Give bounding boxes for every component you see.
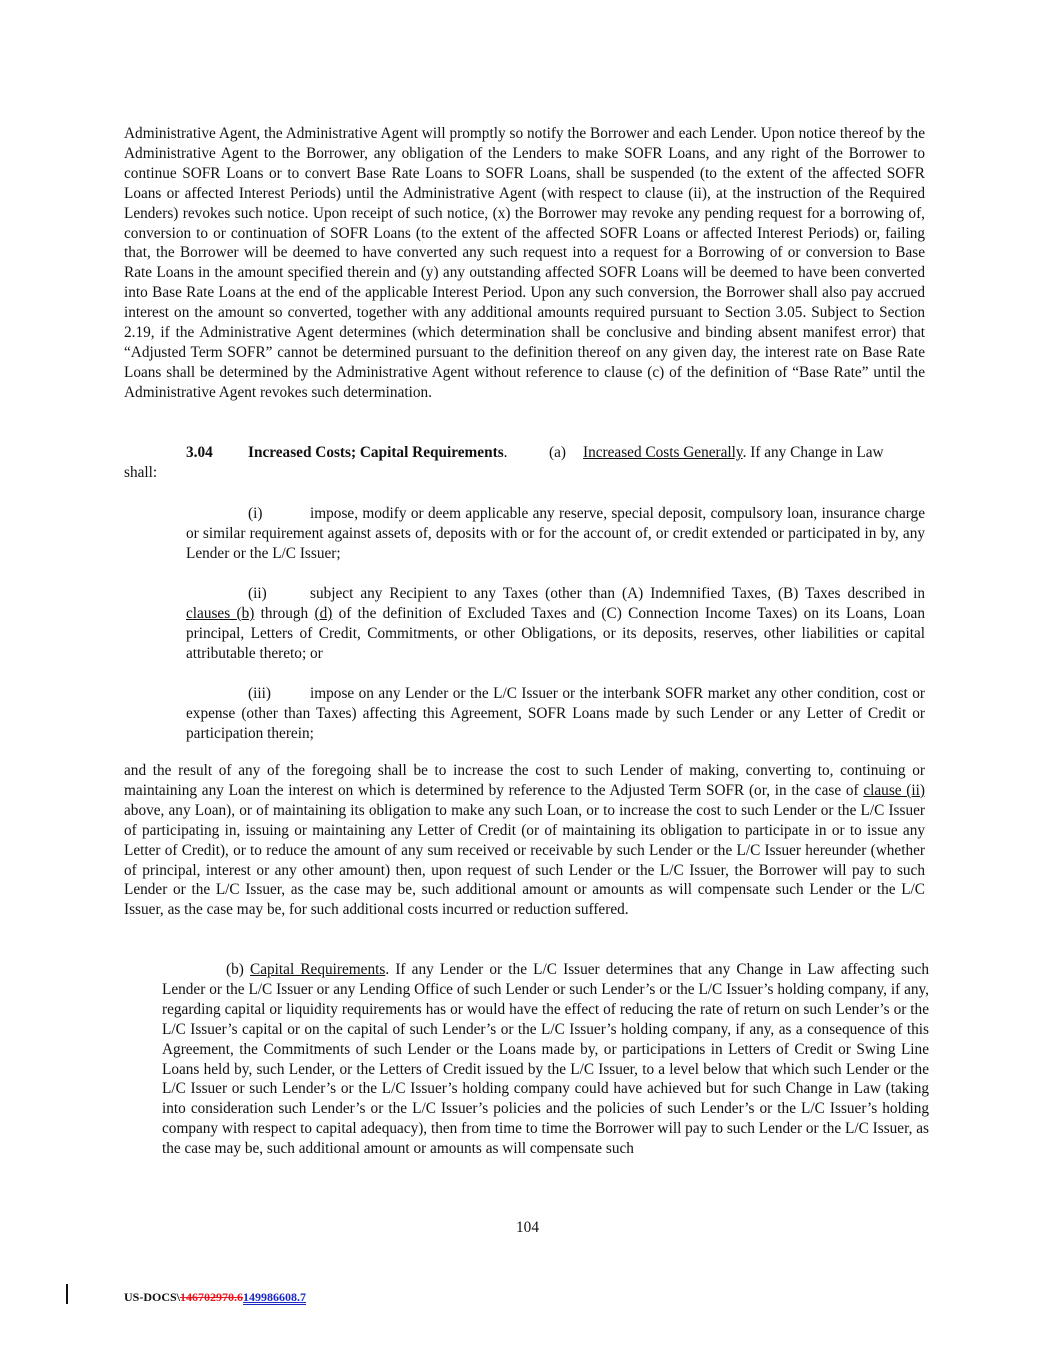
list-item-text: impose, modify or deem applicable any reserve, special deposit, compulsory loan, insurance charge or similar requirement against assets of, deposits with or for the account of, or credit extended or participated in by, any Lender or the L/C Issuer; xyxy=(186,505,925,562)
list-item-iii xyxy=(186,684,925,744)
page-number: 104 xyxy=(516,1219,539,1236)
clause-reference: clauses (b) xyxy=(186,604,255,622)
clause-reference: clause (ii) xyxy=(863,781,925,799)
paragraph-intro: Administrative Agent, the Administrative Agent will promptly so notify the Borrower and each Lender. Upon notice thereof by the Administrative Agent to the Borrower, any obligation of the Lenders to make SOFR Loans, and any right of the Borrower to continue SOFR Loans or to convert Base Rate Loans to SOFR Loans, shall be suspended (to the extent of the affected SOFR Loans or affected Interest Periods) until the Administrative Agent (with respect to clause (ii), at the instruction of the Required Lenders) revokes such notice. Upon receipt of such notice, (x) the Borrower may revoke any pending request for a borrowing of, conversion to or continuation of SOFR Loans (to the extent of the affected SOFR Loans or affected Interest Periods) or, failing that, the Borrower will be deemed to have converted any such request into a request for a Borrowing of or conversion to Base Rate Loans in the amount specified therein and (y) any outstanding affected SOFR Loans will be deemed to have been converted into Base Rate Loans at the end of the applicable Interest Period. Upon any such conversion, the Borrower shall also pay accrued interest on the amount so converted, together with any additional amounts required pursuant to Section 3.05. Subject to Section 2.19, if the Administrative Agent determines (which determination shall be conclusive and binding absent manifest error) that “Adjusted Term SOFR” cannot be determined pursuant to the definition thereof on any given day, the interest rate on Base Rate Loans shall be determined by the Administrative Agent without reference to clause (c) of the definition of “Base Rate” until the Administrative Agent revokes such determination. xyxy=(124,125,925,401)
list-item-text: impose on any Lender or the L/C Issuer or the interbank SOFR market any other condition, cost or expense (other than Taxes) affecting this Agreement, SOFR Loans made by such Lender or any Letter of Credit or participation therein; xyxy=(186,685,925,742)
document-footer xyxy=(124,1288,306,1308)
section-continuation: shall: xyxy=(124,464,158,481)
list-item-text: through xyxy=(254,604,315,622)
footer-prefix: US-DOCS\ xyxy=(124,1290,181,1304)
paragraph-text: and the result of any of the foregoing shall be to increase the cost to such Lender of making, converting to, continuing or maintaining any Loan the interest on which is determined by reference to the Adjusted Term SOFR (or, in the case of xyxy=(124,762,925,799)
paragraph-capital-requirements xyxy=(162,960,929,1159)
list-item-i xyxy=(186,504,925,564)
section-heading xyxy=(124,443,931,463)
paragraph-result xyxy=(124,761,925,920)
footer-deleted-id: 146702970.6 xyxy=(180,1290,244,1304)
section-title-suffix: . xyxy=(503,444,508,461)
subsection-b-label: (b) xyxy=(226,961,244,978)
list-item-ii xyxy=(186,584,925,664)
change-bar xyxy=(66,1284,68,1304)
list-item-label: (iii) xyxy=(248,685,271,702)
clause-reference: (d) xyxy=(314,604,333,622)
section-title-group xyxy=(248,443,507,463)
subsection-a-label: (a) xyxy=(549,444,566,461)
subsection-a-title: Increased Costs Generally xyxy=(583,444,743,461)
list-item-text: subject any Recipient to any Taxes (other than (A) Indemnified Taxes, (B) Taxes described in xyxy=(310,585,925,602)
subsection-a-title-group xyxy=(583,443,884,463)
paragraph-text: above, any Loan), or of maintaining its obligation to make any such Loan, or to increase the cost to such Lender or the L/C Issuer of participating in, issuing or maintaining any Letter of Credit (or of maintaining its obligation to participate in or to issue any Letter of Credit), or to reduce the amount of any sum received or receivable by such Lender or the L/C Issuer hereunder (whether of principal, interest or any other amount) then, upon request of such Lender or the L/C Issuer, the Borrower will pay to such Lender or the L/C Issuer, as the case may be, such additional amount or amounts as will compensate such Lender or the L/C Issuer, as the case may be, for such additional costs incurred or reduction suffered. xyxy=(124,801,925,919)
paragraph-text: . If any Lender or the L/C Issuer determines that any Change in Law affecting such Lender or the L/C Issuer or any Lending Office of such Lender or such Lender’s or the L/C Issuer’s holding company, if any, regarding capital or liquidity requirements has or would have the effect of reducing the rate of return on such Lender’s or the L/C Issuer’s capital or on the capital of such Lender’s or the L/C Issuer’s holding company, if any, as a consequence of this Agreement, the Commitments of such Lender or the Loans made by, or participations in Letters of Credit or Swing Line Loans held by, such Lender, or the Letters of Credit issued by the L/C Issuer, to a level below that which such Lender or the L/C Issuer or such Lender’s or the L/C Issuer’s holding company could have achieved but for such Change in Law (taking into consideration such Lender’s or the L/C Issuer’s policies and the policies of such Lender’s or the L/C Issuer’s holding company with respect to capital adequacy), then from time to time the Borrower will pay to such Lender or the L/C Issuer, as the case may be, such additional amount or amounts as will compensate such xyxy=(162,961,930,1158)
list-item-label: (ii) xyxy=(248,585,267,602)
section-number: 3.04 xyxy=(186,444,213,461)
footer-inserted-id: 149986608.7 xyxy=(243,1290,307,1304)
list-item-label: (i) xyxy=(248,505,263,522)
section-title: Increased Costs; Capital Requirements xyxy=(248,444,504,461)
list-item-text: of the definition of Excluded Taxes and (C) Connection Income Taxes) on its Loans, Loan principal, Letters of Credit, Commitments, or other Obligations, or its deposits, reserves, other liabilities or capital attributable thereto; or xyxy=(186,604,925,662)
subsection-b-title: Capital Requirements xyxy=(250,961,386,978)
subsection-a-lead: . If any Change in Law xyxy=(742,444,884,461)
